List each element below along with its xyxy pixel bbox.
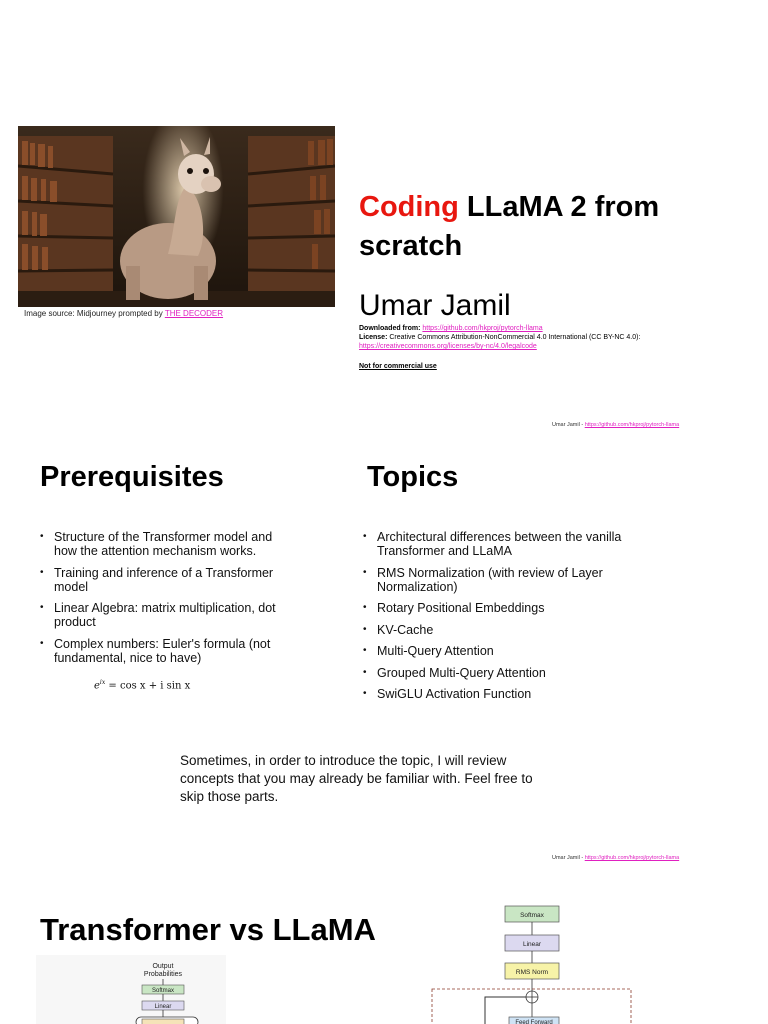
- output-label-1: Output: [152, 963, 174, 970]
- title-rest: LLaMA 2 from scratch: [359, 191, 660, 262]
- footer-prefix: Umar Jamil -: [552, 422, 585, 428]
- list-item: • Structure of the Transformer model and how the attention mechanism works.: [40, 530, 295, 558]
- output-label-2: Probabilities: [143, 971, 183, 978]
- footer-url[interactable]: https://github.com/hkproj/pytorch-llama: [584, 855, 680, 861]
- license-label: License:: [359, 334, 390, 341]
- license-text: Creative Commons Attribution-NonCommercial 4.0 International (CC BY-NC 4.0):: [389, 334, 641, 341]
- list-item: • RMS Normalization (with review of Layer Normalization): [363, 566, 623, 594]
- license-url[interactable]: https://creativecommons.org/licenses/by-nc/4.0/legalcode: [359, 343, 537, 350]
- linear-label: Linear: [154, 1004, 172, 1010]
- list-item: • Training and inference of a Transformer model: [40, 566, 295, 594]
- author-name: Umar Jamil: [359, 289, 511, 322]
- llama-diagram: [425, 900, 640, 1024]
- list-item: • Grouped Multi-Query Attention: [363, 666, 623, 680]
- transformer-diagram: [36, 955, 226, 1024]
- caption-prefix: Image source: Midjourney prompted by: [24, 309, 165, 318]
- hero-image: [18, 126, 335, 307]
- slide-title: [359, 188, 739, 266]
- topics-heading: Topics: [367, 461, 459, 493]
- download-info: [359, 324, 719, 351]
- euler-lhs: e: [94, 680, 100, 692]
- slide-footer: [552, 855, 679, 861]
- prerequisites-list: [40, 530, 295, 672]
- footer-prefix: Umar Jamil -: [552, 855, 585, 861]
- linear-label: Linear: [522, 941, 542, 948]
- topics-list: [363, 530, 623, 709]
- not-commercial-notice: Not for commercial use: [359, 363, 437, 370]
- feed-forward-label: Feed Forward: [515, 1020, 553, 1024]
- image-caption: [24, 309, 223, 318]
- list-item: • Complex numbers: Euler's formula (not fundamental, nice to have): [40, 637, 295, 665]
- list-item: • SwiGLU Activation Function: [363, 687, 623, 701]
- downloaded-url[interactable]: https://github.com/hkproj/pytorch-llama: [422, 325, 543, 332]
- list-item: • Rotary Positional Embeddings: [363, 601, 623, 615]
- prerequisites-heading: Prerequisites: [40, 461, 224, 493]
- softmax-label: Softmax: [520, 912, 544, 919]
- rms-norm-label: RMS Norm: [515, 969, 549, 976]
- list-item: • Linear Algebra: matrix multiplication, dot product: [40, 601, 295, 629]
- euler-formula: [94, 679, 190, 691]
- title-accent: Coding: [359, 191, 459, 223]
- review-note: Sometimes, in order to introduce the topic, I will review concepts that you may already be familiar with. Feel free to skip those parts.: [180, 753, 533, 804]
- list-item: • Multi-Query Attention: [363, 644, 623, 658]
- euler-rhs: = cos x + i sin x: [105, 680, 191, 692]
- softmax-label: Softmax: [151, 988, 175, 994]
- slide-footer: [552, 422, 679, 428]
- euler-exponent: ix: [99, 679, 106, 686]
- list-item: • KV-Cache: [363, 623, 623, 637]
- comparison-title: Transformer vs LLaMA: [40, 912, 376, 947]
- caption-link[interactable]: THE DECODER: [164, 309, 224, 318]
- list-item: • Architectural differences between the vanilla Transformer and LLaMA: [363, 530, 623, 558]
- footer-url[interactable]: https://github.com/hkproj/pytorch-llama: [584, 422, 680, 428]
- downloaded-label: Downloaded from:: [359, 325, 423, 332]
